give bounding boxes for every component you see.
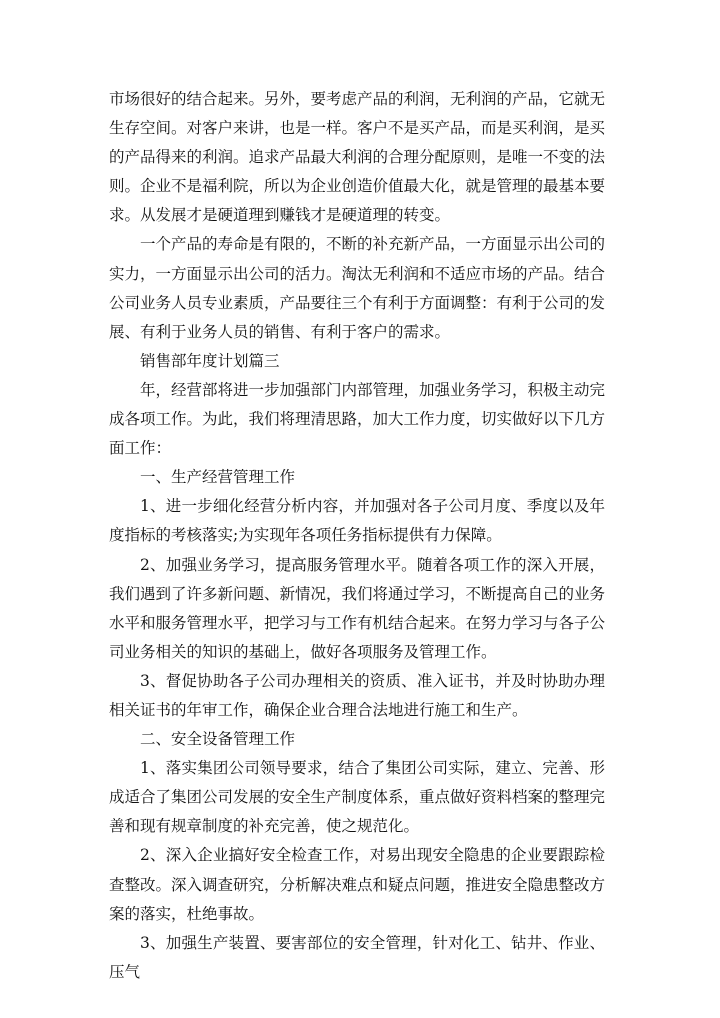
heading-production: 一、生产经营管理工作 — [140, 468, 296, 487]
heading-safety: 二、安全设备管理工作 — [140, 730, 296, 749]
paragraph-10: 1、落实集团公司领导要求，结合了集团公司实际，建立、完善、形成适合了集团公司发展的安全生产制度体系，重点做好资料档案的整理完善和现有规章制度的补充完善，使之规范化。 — [109, 759, 606, 836]
document-page — [109, 85, 605, 987]
paragraph-2: 一个产品的寿命是有限的，不断的补充新产品，一方面显示出公司的实力，一方面显示出公司的活力。淘汰无利润和不适应市场的产品。结合公司业务人员专业素质，产品要往三个有利于方面调整：有利于公司的发展、有利于业务人员的销售、有利于客户的需求。 — [109, 235, 606, 341]
paragraph-6: 1、进一步细化经营分析内容，并加强对各子公司月度、季度以及年度指标的考核落实;为实现年各项任务指标提供有力保障。 — [109, 497, 605, 545]
paragraph-7: 2、加强业务学习，提高服务管理水平。随着各项工作的深入开展，我们遇到了许多新问题、新情况，我们将通过学习，不断提高自己的业务水平和服务管理水平，把学习与工作有机结合起来。在努力学习与各子公司业务相关的知识的基础上，做好各项服务及管理工作。 — [109, 555, 606, 661]
paragraph-1: 市场很好的结合起来。另外，要考虑产品的利润，无利润的产品，它就无生存空间。对客户来讲，也是一样。客户不是买产品，而是买利润，是买的产品得来的利润。追求产品最大利润的合理分配原则，是唯一不变的法则。企业不是福利院，所以为企业创造价值最大化，就是管理的最基本要求。从发展才是硬道理到赚钱才是硬道理的转变。 — [109, 90, 606, 225]
paragraph-4: 年，经营部将进一步加强部门内部管理，加强业务学习，积极主动完成各项工作。为此，我们将理清思路，加大工作力度，切实做好以下几方面工作： — [109, 380, 606, 458]
paragraph-8: 3、督促协助各子公司办理相关的资质、准入证书，并及时协助办理相关证书的年审工作，确保企业合理合法地进行施工和生产。 — [109, 671, 605, 719]
paragraph-12: 3、加强生产装置、要害部位的安全管理，针对化工、钻井、作业、压气 — [109, 933, 605, 981]
section-title: 销售部年度计划篇三 — [140, 351, 280, 370]
paragraph-11: 2、深入企业搞好安全检查工作，对易出现安全隐患的企业要跟踪检查整改。深入调查研究，分析解决难点和疑点问题，推进安全隐患整改方案的落实，杜绝事故。 — [109, 846, 606, 923]
